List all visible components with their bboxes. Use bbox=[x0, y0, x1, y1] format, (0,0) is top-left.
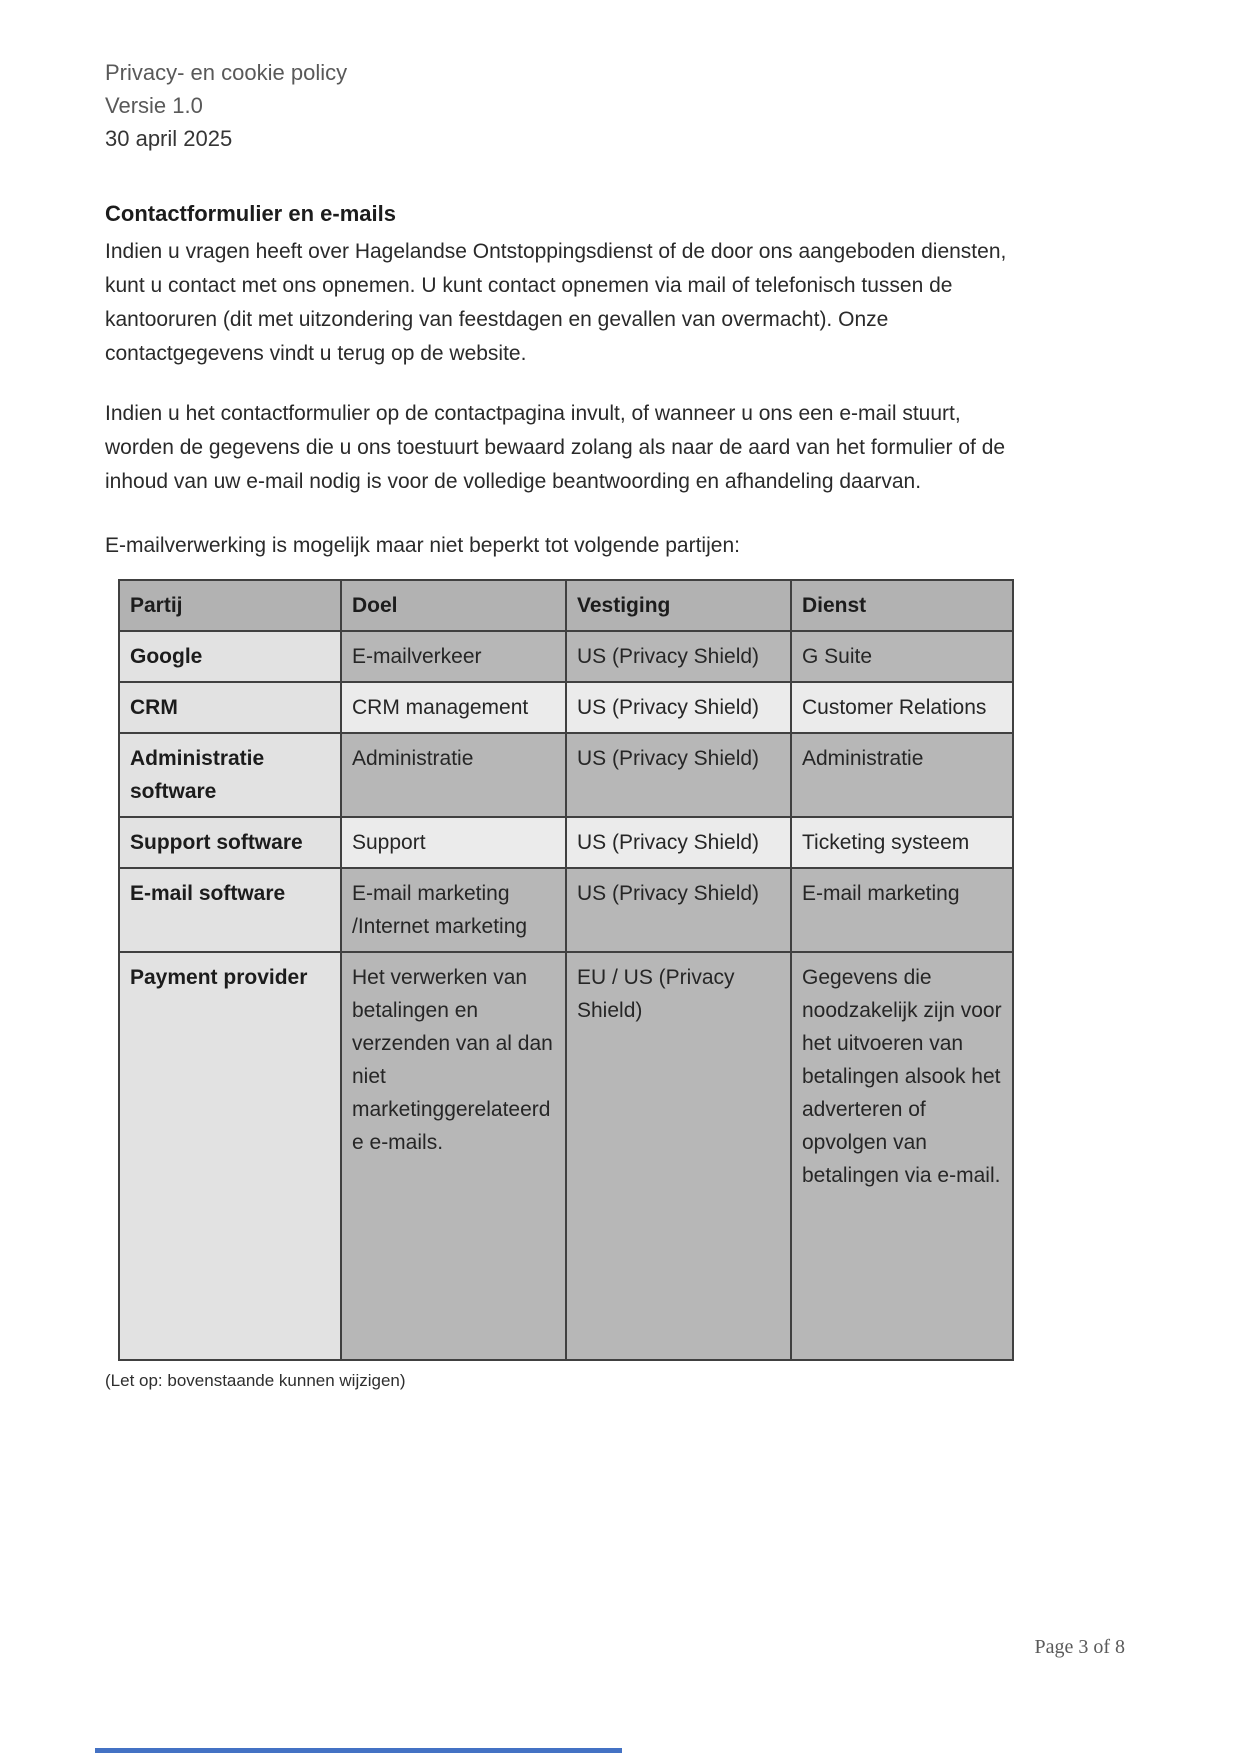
cell-doel: Administratie bbox=[341, 733, 566, 817]
cell-doel: Het verwerken van betalingen en verzenden van al dan niet marketinggerelateerde e-mails. bbox=[341, 952, 566, 1360]
cell-partij: Administratie software bbox=[119, 733, 341, 817]
table-row-administratie-software bbox=[119, 733, 1013, 817]
column-header-vestiging: Vestiging bbox=[566, 580, 791, 631]
table-row-payment-provider bbox=[119, 952, 1013, 1360]
cell-partij: CRM bbox=[119, 682, 341, 733]
table-intro-text: E-mailverwerking is mogelijk maar niet beperkt tot volgende partijen: bbox=[105, 534, 740, 557]
table-row-support-software bbox=[119, 817, 1013, 868]
section-heading: Contactformulier en e-mails bbox=[105, 201, 396, 226]
cell-dienst: Administratie bbox=[791, 733, 1013, 817]
cell-doel: CRM management bbox=[341, 682, 566, 733]
cell-vestiging: US (Privacy Shield) bbox=[566, 868, 791, 952]
document-date: 30 april 2025 bbox=[105, 126, 233, 151]
cell-vestiging: US (Privacy Shield) bbox=[566, 631, 791, 682]
cell-doel: E-mail marketing /Internet marketing bbox=[341, 868, 566, 952]
column-header-doel: Doel bbox=[341, 580, 566, 631]
table-row-crm bbox=[119, 682, 1013, 733]
table-disclaimer-note: (Let op: bovenstaande kunnen wijzigen) bbox=[105, 1371, 406, 1390]
cell-partij: Support software bbox=[119, 817, 341, 868]
cell-vestiging: EU / US (Privacy Shield) bbox=[566, 952, 791, 1360]
cell-dienst: Gegevens die noodzakelijk zijn voor het uitvoeren van betalingen alsook het adverteren of opvolgen van betalingen via e-mail. bbox=[791, 952, 1013, 1360]
table-row-google bbox=[119, 631, 1013, 682]
table-row-email-software bbox=[119, 868, 1013, 952]
cell-vestiging: US (Privacy Shield) bbox=[566, 817, 791, 868]
cell-partij: Google bbox=[119, 631, 341, 682]
cell-doel: Support bbox=[341, 817, 566, 868]
email-processing-parties-table bbox=[118, 579, 1014, 1361]
cell-dienst: Ticketing systeem bbox=[791, 817, 1013, 868]
cell-dienst: G Suite bbox=[791, 631, 1013, 682]
document-title: Privacy- en cookie policy bbox=[105, 60, 348, 85]
page-number: Page 3 of 8 bbox=[1034, 1636, 1125, 1658]
cell-partij: Payment provider bbox=[119, 952, 341, 1360]
document-version: Versie 1.0 bbox=[105, 93, 203, 118]
table-header-row bbox=[119, 580, 1013, 631]
cell-dienst: Customer Relations bbox=[791, 682, 1013, 733]
bottom-accent-bar bbox=[95, 1748, 622, 1753]
cell-doel: E-mailverkeer bbox=[341, 631, 566, 682]
cell-partij: E-mail software bbox=[119, 868, 341, 952]
column-header-partij: Partij bbox=[119, 580, 341, 631]
cell-vestiging: US (Privacy Shield) bbox=[566, 733, 791, 817]
paragraph-form-retention: Indien u het contactformulier op de contactpagina invult, of wanneer u ons een e-mail stuurt, worden de gegevens die u ons toestuurt bewaard zolang als naar de aard van het formulier of de inhoud van uw e-mail nodig is voor de volledige beantwoording en afhandeling daarvan. bbox=[105, 402, 1006, 493]
cell-dienst: E-mail marketing bbox=[791, 868, 1013, 952]
cell-vestiging: US (Privacy Shield) bbox=[566, 682, 791, 733]
document-meta bbox=[105, 56, 1135, 155]
column-header-dienst: Dienst bbox=[791, 580, 1013, 631]
paragraph-contact-info: Indien u vragen heeft over Hagelandse Ontstoppingsdienst of de door ons aangeboden diensten, kunt u contact met ons opnemen. U kunt contact opnemen via mail of telefonisch tussen de kantooruren (dit met uitzondering van feestdagen en gevallen van overmacht). Onze contactgegevens vindt u terug op de website. bbox=[105, 240, 1007, 365]
